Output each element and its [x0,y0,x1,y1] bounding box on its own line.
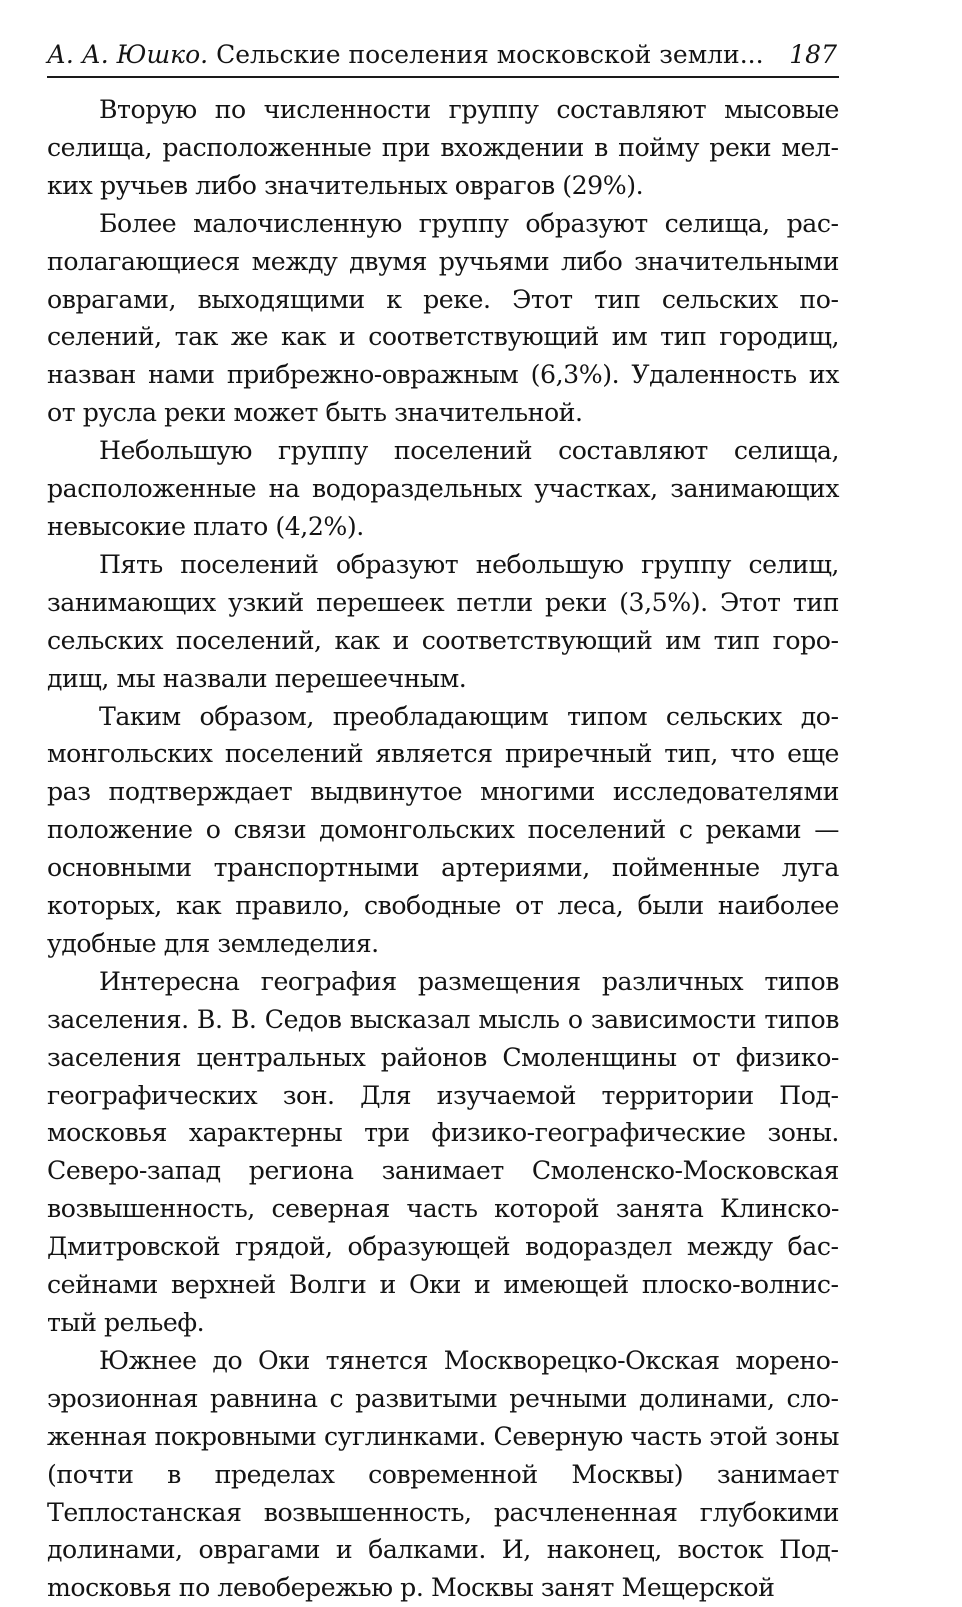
header-author: А. А. Юшко. [47,40,209,69]
running-header [47,38,839,78]
paragraph: Пять поселений образуют небольшую группу селищ, занимающих узкий перешеек петли реки (3,5%). Этот тип сельских поселений, как и соответствующий им тип городищ, мы назвали перешеечным. [47,549,839,693]
paragraph: Интересна география размещения различных типов заселения. В. В. Седов высказал мысль о зависимости типов заселения центральных районов Смоленщины от физико-географических зон. Для изучаемой территории Подмосковья характерны три физико-географические зоны. Северо-запад региона занимает Смоленско-Московская возвышенность, северная часть которой занята Клинско-Дмитровской грядой, образующей водораздел между бассейнами верхней Волги и Оки и имеющей плоско-волнистый рельеф. [47,966,839,1337]
paragraph: Небольшую группу поселений составляют селища, расположенные на водораздельных участках, занимающих невысокие плато (4,2%). [47,436,839,541]
body-text [47,91,839,1607]
page-number: 187 [789,40,837,69]
book-page [47,38,839,1607]
paragraph: Вторую по численности группу составляют мысовые селища, расположенные при вхождении в пойму реки мелких ручьев либо значительных оврагов (29%). [47,95,839,200]
paragraph: Более малочисленную группу образуют селища, располагающиеся между двумя ручьями либо значительными оврагами, выходящими к реке. Этот тип сельских поселений, так же как и соответствующий им тип городищ, назван нами прибрежно-овражным (6,3%). Удаленность их от русла реки может быть значительной. [47,208,839,428]
running-title [47,38,764,72]
header-title: Сельские поселения московской земли... [216,40,764,69]
paragraph: Таким образом, преобладающим типом сельских домонгольских поселений является приречный тип, что еще раз подтверждает выдвинутое многими исследователями положение о связи домонгольских поселений с реками — основными транспортными артериями, пойменные луга которых, как правило, свободные от леса, были наиболее удобные для земледелия. [47,701,839,958]
paragraph: Южнее до Оки тянется Москворецко-Окская мореноэрозионная равнина с развитыми речными долинами, сложенная покровными суглинками. Северную часть этой зоны (почти в пределах современной Москвы) занимает Теплостанская возвышенность, расчлененная глубокими долинами, оврагами и балками. И, наконец, восток Подmосковья по левобережью р. Москвы занят Мещерской [47,1345,839,1603]
